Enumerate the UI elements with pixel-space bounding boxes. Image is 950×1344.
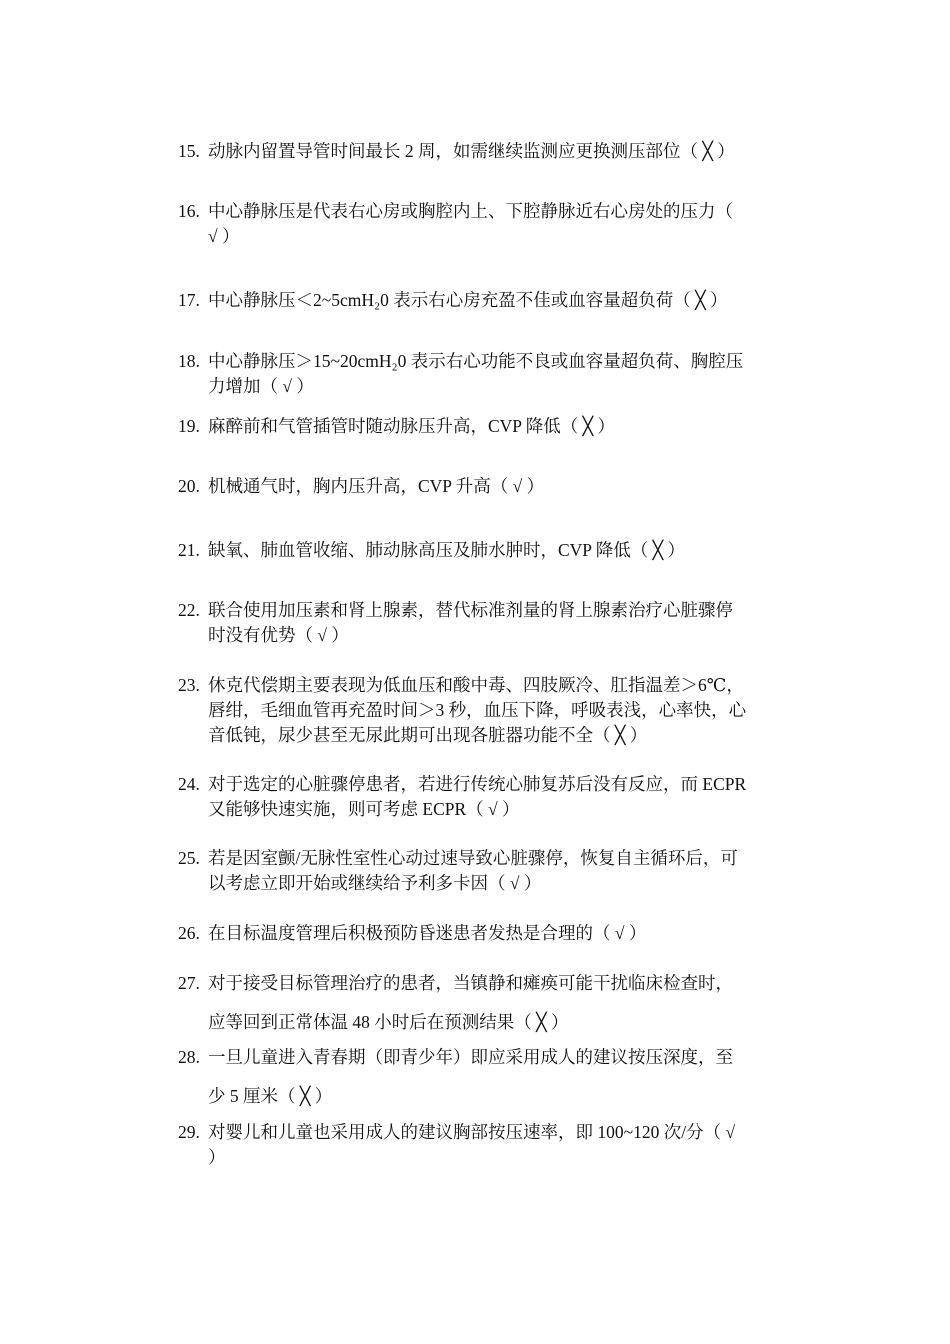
question-29 [178,1120,818,1170]
question-number: 27. [178,973,200,993]
question-text: 唇绀，毛细血管再充盈时间＞3 秒，血压下降，呼吸表浅，心率快，心 [208,700,747,720]
question-text: 对于选定的心脏骤停患者，若进行传统心肺复苏后没有反应，而 ECPR [208,774,747,794]
question-text: √ ） [208,226,240,246]
question-text: 中心静脉压＜2~5cmH₂0 表示右心房充盈不佳或血容量超负荷（ ╳ ） [208,290,728,310]
question-16 [178,199,818,249]
question-22 [178,598,818,648]
question-number: 16. [178,201,200,221]
question-text: 音低钝，尿少甚至无尿此期可出现各脏器功能不全（ ╳ ） [208,725,648,745]
question-text: 若是因室颤/无脉性室性心动过速导致心脏骤停，恢复自主循环后，可 [208,848,738,868]
question-text: 缺氧、肺血管收缩、肺动脉高压及肺水肿时，CVP 降低（ ╳ ） [208,540,686,560]
question-21 [178,538,818,563]
question-number: 24. [178,774,200,794]
question-number: 19. [178,416,200,436]
question-text: 联合使用加压素和肾上腺素，替代标准剂量的肾上腺素治疗心脏骤停 [208,600,733,620]
question-number: 18. [178,351,200,371]
question-24 [178,772,818,822]
question-number: 20. [178,476,200,496]
question-25 [178,846,818,896]
question-number: 26. [178,923,200,943]
question-text: 动脉内留置导管时间最长 2 周，如需继续监测应更换测压部位（ ╳ ） [208,141,735,161]
question-18 [178,349,818,399]
question-text: 休克代偿期主要表现为低血压和酸中毒、四肢厥冷、肛指温差＞6℃， [208,675,744,695]
question-20 [178,474,818,499]
question-number: 15. [178,141,200,161]
question-text: 时没有优势（ √ ） [208,625,349,645]
question-28 [178,1045,818,1109]
question-text: 在目标温度管理后积极预防昏迷患者发热是合理的（ √ ） [208,923,647,943]
question-text: 麻醉前和气管插管时随动脉压升高，CVP 降低（ ╳ ） [208,416,616,436]
question-text: 一旦儿童进入青春期（即青少年）即应采用成人的建议按压深度，至 [208,1047,733,1067]
question-number: 25. [178,848,200,868]
question-text: 对婴儿和儿童也采用成人的建议胸部按压速率，即 100~120 次/分（ √ [208,1122,736,1142]
question-text: 中心静脉压＞15~20cmH₂0 表示右心功能不良或血容量超负荷、胸腔压 [208,351,744,371]
question-text: ） [208,1147,226,1167]
question-23 [178,673,818,748]
question-text: 对于接受目标管理治疗的患者，当镇静和瘫痪可能干扰临床检查时， [208,973,733,993]
question-19 [178,414,818,439]
question-number: 22. [178,600,200,620]
question-text: 少 5 厘米（ ╳ ） [208,1086,333,1106]
question-number: 21. [178,540,200,560]
question-number: 17. [178,290,200,310]
question-number: 23. [178,675,200,695]
question-number: 29. [178,1122,200,1142]
question-17 [178,288,818,313]
question-text: 中心静脉压是代表右心房或胸腔内上、下腔静脉近右心房处的压力（ [208,201,733,221]
question-text: 又能够快速实施，则可考虑 ECPR（ √ ） [208,799,520,819]
question-15 [178,139,818,164]
question-number: 28. [178,1047,200,1067]
question-text: 应等回到正常体温 48 小时后在预测结果（ ╳ ） [208,1012,569,1032]
question-text: 以考虑立即开始或继续给予利多卡因（ √ ） [208,873,542,893]
question-27 [178,971,818,1035]
question-text: 力增加（ √ ） [208,376,314,396]
question-text: 机械通气时，胸内压升高，CVP 升高（ √ ） [208,476,545,496]
question-26 [178,921,818,946]
